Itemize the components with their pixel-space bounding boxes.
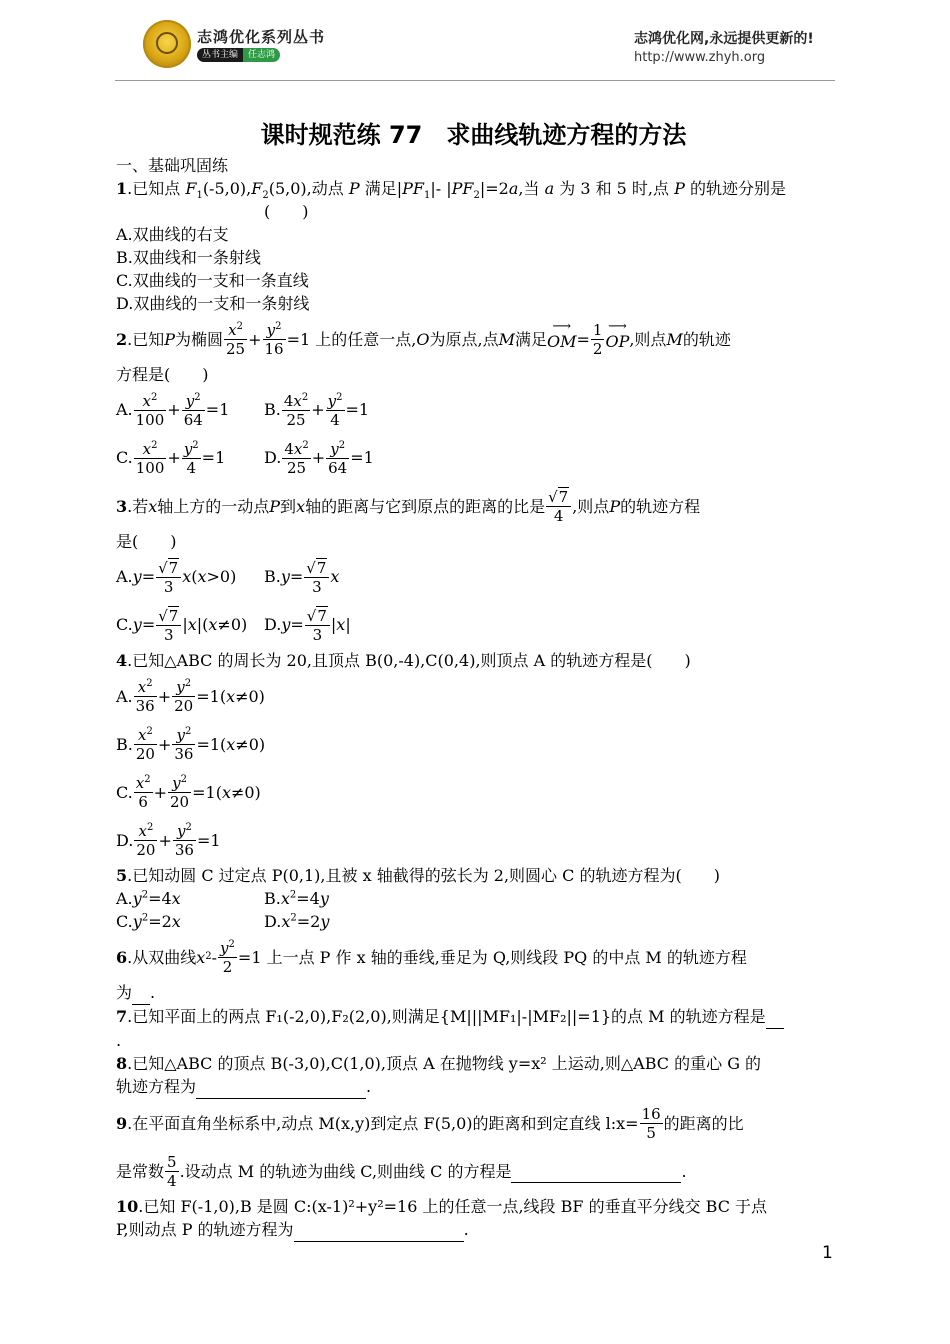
q6-text-c: 为 [116, 983, 133, 1002]
option-b: B.双曲线和一条射线 [116, 248, 261, 267]
q7-tail: . [116, 1031, 122, 1050]
question-6: 6 .从双曲线 x 2 - $\frac{y^2}{2}$ =1 上一点 P 作 x 轴的垂线,垂足为 Q,则线段 PQ 的中点 M 的轨迹方程 为 . [116, 933, 831, 1005]
q3-text-g: 是( ) [116, 532, 177, 551]
question-7 [116, 1005, 831, 1052]
editor-name: 任志鸿 [243, 48, 280, 62]
question-number: 9 [116, 1113, 128, 1133]
option-c: C. $\frac{x^2}{100}$ + $\frac{y^2}{4}$ =1 [116, 439, 226, 477]
question-9: 9 .在平面直角坐标系中,动点 M(x,y)到定点 F(5,0)的距离和到定直线 l:x= $\frac{16}{5}$ 的距离的比 是常数 $\frac{5}{4}$ .设动点 M 的轨迹为曲线 C,则曲线 C 的方程是 . [116, 1104, 744, 1190]
option-a: A. $\frac{x^2}{36}$ + $\frac{y^2}{20}$ =1( x ≠0) [116, 677, 265, 715]
q3-text-a: .若 [127, 496, 149, 516]
option-d: $D.x^2=2y$ [264, 912, 330, 931]
option-a: A.y= $\frac{√7}{3}$ x(x>0) [116, 558, 237, 596]
question-2: 2 .已知 P 为椭圆 $\frac{x^2}{25}$ + $\frac{y^2}{16}$ =1 上的任意一点, O 为原点,点 M 满足 ⟶ OM = $\frac{1}{2}$ ⟶ OP ,则点 M 的轨迹 方程是( ) A. $\frac{x^2}{100}$ + $\frac{y^2}{64}$ =1 B. $\frac{4x^2}{25}$ + $\frac{y^2}{4}$ =1 C. $\frac{x^2}{100}$ + $\frac{y^2}{4}$ =1 D. $\frac{4x^2}{25}$ + $\frac{y^2}{64}$ =1 [116, 315, 831, 482]
question-number: 6 [116, 947, 128, 967]
q8-tail: . [366, 1077, 372, 1096]
option-b: B. $\frac{4x^2}{25}$ + $\frac{y^2}{4}$ =1 [264, 391, 370, 429]
q3-text-f: 的轨迹方程 [620, 496, 701, 516]
question-number: 8 [116, 1054, 128, 1073]
q9-text-c: 是常数 [116, 1161, 165, 1181]
option-a: A. $\frac{x^2}{100}$ + $\frac{y^2}{64}$ =1 [116, 391, 230, 429]
series-logo-icon [143, 20, 191, 68]
option-a: A.双曲线的右支 [116, 225, 229, 244]
site-url[interactable]: http://www.zhyh.org [634, 50, 766, 65]
q3-text-e: ,则点 [572, 496, 610, 516]
q7-text: .已知平面上的两点 F₁(-2,0),F₂(2,0),则满足{M|||MF₁|-|MF₂||=1}的点 M 的轨迹方程是 [127, 1007, 766, 1026]
option-a: $A.y^2=4x$ [116, 889, 181, 908]
q1-text-b: ,动点 [306, 179, 349, 198]
series-title: 志鸿优化系列丛书 [197, 28, 326, 46]
option-d: D.双曲线的一支和一条射线 [116, 294, 310, 313]
question-10 [116, 1195, 831, 1242]
q2-text-h: 方程是( ) [116, 365, 209, 384]
q3-text-c: 到 [280, 496, 297, 516]
q10-text-b: P,则动点 P 的轨迹方程为 [116, 1220, 294, 1239]
q1-text-f: 的轨迹分别是 [684, 179, 786, 198]
option-b: B. $\frac{x^2}{20}$ + $\frac{y^2}{36}$ =1( x ≠0) [116, 725, 266, 763]
q2-text-b: 为椭圆 [175, 329, 224, 349]
option-c: $C.y^2=2x$ [116, 912, 181, 931]
question-number: 5 [116, 866, 128, 885]
q1-text-c: 满足 [359, 179, 397, 198]
option-b: $B.x^2=4y$ [264, 889, 329, 908]
q4-text: .已知△ABC 的周长为 20,且顶点 B(0,-4),C(0,4),则顶点 A 的轨迹方程是( ) [127, 651, 691, 670]
page-number: 1 [822, 1243, 833, 1263]
question-5 [116, 864, 831, 933]
question-number: 10 [116, 1197, 139, 1216]
q3-text-b: 轴上方的一动点 [157, 496, 270, 516]
q2-text-g: 的轨迹 [682, 329, 731, 349]
q2-text-e: 满足 [514, 329, 547, 349]
page-title: 课时规范练 77 求曲线轨迹方程的方法 [260, 121, 687, 149]
q2-text-a: .已知 [127, 329, 165, 349]
q9-text-b: 的距离的比 [663, 1113, 744, 1133]
option-c: C. $\frac{x^2}{6}$ + $\frac{y^2}{20}$ =1( x ≠0) [116, 773, 261, 811]
q9-text-d: .设动点 M 的轨迹为曲线 C,则曲线 C 的方程是 [179, 1161, 512, 1181]
option-c: C.y= $\frac{√7}{3}$ |x|(x≠0) [116, 606, 248, 644]
header-divider [115, 80, 835, 81]
question-number: 3 [116, 496, 128, 516]
answer-paren: ( ) [264, 202, 309, 221]
section-heading: 一、基础巩固练 [116, 156, 229, 175]
answer-blank[interactable] [294, 1218, 464, 1242]
q8-text-b: 轨迹方程为 [116, 1077, 197, 1096]
option-b: B.y= $\frac{√7}{3}$ x [264, 558, 340, 596]
option-c: C.双曲线的一支和一条直线 [116, 271, 309, 290]
page-header [0, 0, 950, 95]
question-1: 1.已知点 $F_1(-5,0),F_2(5,0)$,动点 P 满足$|PF_1|-$ $|PF_2|=2a$,当 a 为 3 和 5 时,点 P 的轨迹分别是 ( ) A.双曲线的右支 B.双曲线和一条射线 C.双曲线的一支和一条直线 D.双曲线的一支和一条射线 [116, 177, 831, 315]
question-number: 4 [116, 651, 128, 670]
q2-text-d: 为原点,点 [429, 329, 499, 349]
question-number: 1 [116, 179, 128, 198]
q1-text-e: 为 3 和 5 时,点 [554, 179, 675, 198]
q10-tail: . [463, 1220, 469, 1239]
q6-text-d: . [150, 983, 156, 1002]
q2-text-c: =1 上的任意一点, [286, 329, 417, 349]
q8-text-a: .已知△ABC 的顶点 B(-3,0),C(1,0),顶点 A 在抛物线 y=x² 上运动,则△ABC 的重心 G 的 [127, 1054, 762, 1073]
q9-tail: . [681, 1161, 687, 1181]
q6-text-b: =1 上一点 P 作 x 轴的垂线,垂足为 Q,则线段 PQ 的中点 M 的轨迹方程 [237, 947, 747, 967]
question-number: 2 [116, 329, 128, 349]
editor-badge [197, 48, 280, 62]
question-4 [116, 649, 831, 864]
q5-text: .已知动圆 C 过定点 P(0,1),且被 x 轴截得的弦长为 2,则圆心 C 的轨迹方程为( ) [127, 866, 720, 885]
q3-text-d: 轴的距离与它到原点的距离的比是 [305, 496, 546, 516]
question-number: 7 [116, 1007, 128, 1026]
document-body [116, 115, 831, 1242]
q6-text-a: .从双曲线 [127, 947, 197, 967]
option-d: D. $\frac{4x^2}{25}$ + $\frac{y^2}{64}$ =1 [264, 439, 374, 477]
option-d: D.y= $\frac{√7}{3}$ |x| [264, 606, 351, 644]
answer-blank[interactable] [196, 1075, 366, 1099]
editor-label: 丛书主编 [197, 48, 243, 62]
q1-text-d: ,当 [518, 179, 545, 198]
site-slogan: 志鸿优化网,永远提供更新的! [634, 31, 814, 47]
option-d: D. $\frac{x^2}{20}$ + $\frac{y^2}{36}$ =1 [116, 821, 221, 859]
q9-text-a: .在平面直角坐标系中,动点 M(x,y)到定点 F(5,0)的距离和到定直线 l:x= [127, 1113, 639, 1133]
question-8 [116, 1052, 831, 1099]
q10-text-a: .已知 F(-1,0),B 是圆 C:(x-1)²+y²=16 上的任意一点,线段 BF 的垂直平分线交 BC 于点 [138, 1197, 768, 1216]
question-3: 3 .若 x 轴上方的一动点 P 到 x 轴的距离与它到原点的距离的比是 $\frac{√7}{4}$ ,则点 P 的轨迹方程 是( ) A.y= $\frac{√7}{3}$ x(x>0) B.y= $\frac{√7}{3}$ x C.y= $\frac{√7}{3}$ |x|(x≠0) D.y= $\frac{√7}{3}$ |x| [116, 482, 831, 649]
answer-blank[interactable] [766, 1005, 784, 1029]
answer-blank[interactable] [132, 981, 150, 1005]
q1-text-a: .已知点 [127, 179, 186, 198]
q2-text-f: ,则点 [629, 329, 667, 349]
answer-blank[interactable] [511, 1159, 681, 1183]
